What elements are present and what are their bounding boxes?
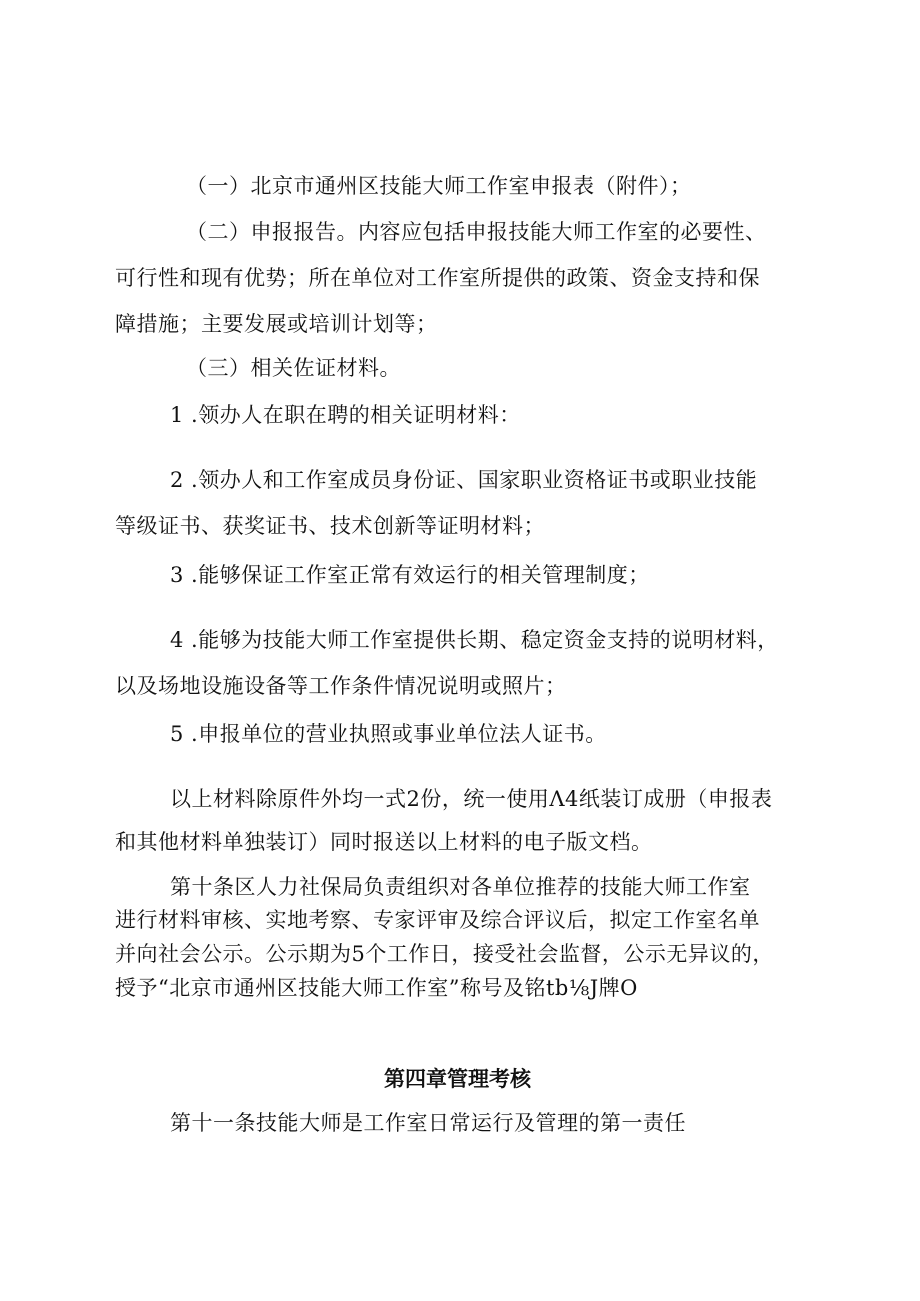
item-2-line-3: 障措施；主要发展或培训计划等； bbox=[115, 312, 438, 336]
numbered-item-2-line-2: 等级证书、获奖证书、技术创新等证明材料； bbox=[115, 514, 545, 538]
paragraph-2-line-1: 第十条区人力社保局负责组织对各单位推荐的技能大师工作室 bbox=[170, 875, 751, 899]
item-2-line-1: （二）申报报告。内容应包括申报技能大师工作室的必要性、 bbox=[186, 220, 767, 244]
item-2-line-2: 可行性和现有优势；所在单位对工作室所提供的政策、资金支持和保 bbox=[115, 266, 760, 290]
numbered-item-4-line-2: 以及场地设施设备等工作条件情况说明或照片； bbox=[115, 674, 567, 698]
paragraph-2-line-3: 并向社会公示。公示期为5个工作日，接受社会监督，公示无异议的， bbox=[115, 942, 774, 966]
numbered-item-5: 5 .申报单位的营业执照或事业单位法人证书。 bbox=[170, 722, 607, 746]
chapter-paragraph-1: 第十一条技能大师是工作室日常运行及管理的第一责任 bbox=[170, 1111, 686, 1135]
item-3: （三）相关佐证材料。 bbox=[186, 356, 401, 380]
numbered-item-4-line-1: 4 .能够为技能大师工作室提供长期、稳定资金支持的说明材料， bbox=[170, 628, 779, 652]
item-1: （一）北京市通州区技能大师工作室申报表（附件）； bbox=[186, 174, 692, 198]
numbered-item-1: 1 .领办人在职在聘的相关证明材料： bbox=[170, 403, 521, 427]
numbered-item-2-line-1: 2 .领办人和工作室成员身份证、国家职业资格证书或职业技能 bbox=[170, 468, 758, 492]
paragraph-1-line-2: 和其他材料单独装订）同时报送以上材料的电子版文档。 bbox=[115, 830, 653, 854]
numbered-item-3: 3 .能够保证工作室正常有效运行的相关管理制度； bbox=[170, 563, 650, 587]
paragraph-2-line-4: 授予“北京市通州区技能大师工作室”称号及铭tb⅛J牌O bbox=[115, 976, 638, 1000]
chapter-heading: 第四章管理考核 bbox=[384, 1067, 531, 1091]
paragraph-1-line-1: 以上材料除原件外均一式2份，统一使用Λ4纸装订成册（申报表 bbox=[170, 787, 773, 811]
paragraph-2-line-2: 进行材料审核、实地考察、专家评审及综合评议后，拟定工作室名单 bbox=[115, 908, 760, 932]
